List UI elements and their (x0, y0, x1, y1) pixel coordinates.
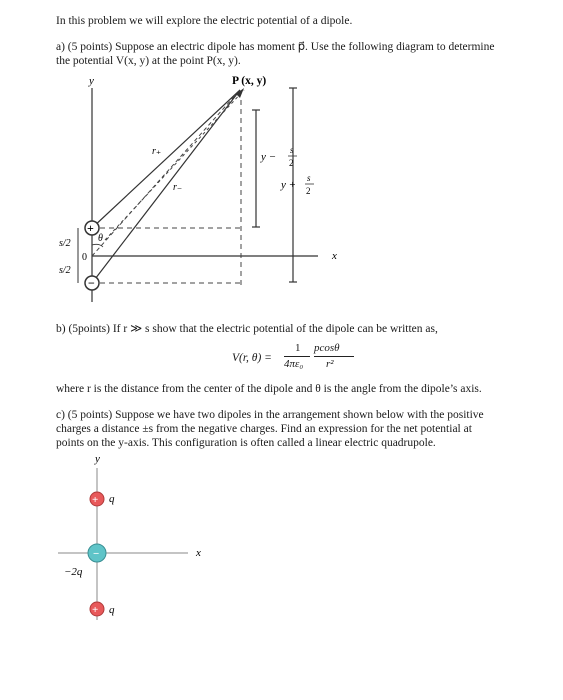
bottom-positive-sign: + (92, 604, 99, 616)
r-minus-label: r₋ (173, 182, 183, 193)
diagram2-x-label: x (196, 547, 201, 559)
y-plus-s: s (307, 173, 311, 183)
point-p-label: P (x, y) (232, 75, 267, 87)
positive-sign: + (87, 221, 94, 235)
negative-sign: − (88, 276, 95, 290)
bottom-q-label: q (109, 604, 115, 616)
middle-negative-sign: − (93, 548, 100, 560)
origin-label: 0 (82, 252, 87, 263)
part-a-line2: the potential V(x, y) at the point P(x, y). (56, 55, 241, 67)
part-c-line3: points on the y-axis. This configuration is often called a linear electric quadrupole. (56, 437, 436, 449)
middle-q-label: −2q (64, 566, 83, 578)
frac2-den: r² (326, 358, 334, 370)
top-positive-sign: + (92, 494, 99, 506)
part-a-line1: a) (5 points) Suppose an electric dipole has moment p⃗. Use the following diagram to determine (56, 41, 495, 53)
frac1-den: 4πε₀ (284, 358, 304, 370)
y-plus-two: 2 (306, 186, 311, 196)
frac1-num: 1 (295, 342, 301, 354)
s-half-bottom-label: s/2 (59, 265, 71, 276)
r-plus-label: r₊ (152, 146, 162, 157)
y-minus-two: 2 (289, 158, 294, 168)
part-b-text: b) (5points) If r ≫ s show that the electric potential of the dipole can be written as, (56, 323, 438, 335)
part-c-line2: charges a distance ±s from the negative charges. Find an expression for the net potential at (56, 423, 472, 435)
intro-text: In this problem we will explore the electric potential of a dipole. (56, 15, 353, 27)
top-q-label: q (109, 493, 115, 505)
theta-label: θ (98, 233, 103, 244)
s-half-top-label: s/2 (59, 238, 71, 249)
part-c-line1: c) (5 points) Suppose we have two dipoles in the arrangement shown below with the positive (56, 409, 484, 421)
diagram1-y-label: y (89, 75, 94, 87)
diagram2-y-label: y (95, 453, 100, 465)
diagram1-x-label: x (332, 250, 337, 262)
formula-lhs: V(r, θ) = (232, 352, 272, 364)
frac2-num: pcosθ (314, 342, 340, 354)
y-minus-s: s (290, 145, 294, 155)
part-b-where: where r is the distance from the center of the dipole and θ is the angle from the dipole’s axis. (56, 383, 482, 395)
y-minus-label: y − (261, 151, 277, 163)
y-plus-label: y + (281, 179, 297, 191)
